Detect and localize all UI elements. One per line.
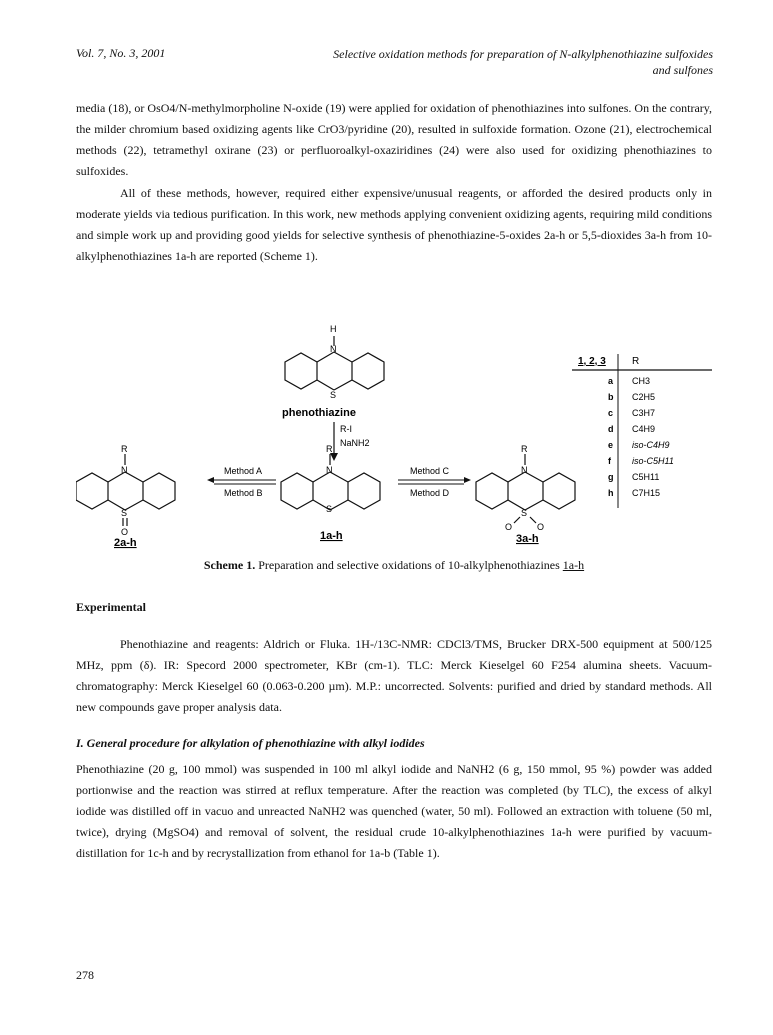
running-title-line2: and sulfones — [652, 63, 713, 77]
table-row-substituent: C2H5 — [632, 392, 656, 402]
compound-2-s-label: S — [121, 508, 128, 518]
method-c-label: Method C — [410, 466, 450, 476]
compound-1-label: 1a-h — [320, 530, 343, 542]
paragraph-materials: Phenothiazine and reagents: Aldrich or Fluka. 1H-/13C-NMR: CDCl3/TMS, Brucker DRX-500 equipment at 500/125 MHz, ppm (δ). IR: Specord 2000 spectrometer, KBr (cm-1). TLC: Merck Kieselgel 60 F254 alumina sheets. Vacuum-chromatography: Merck Kieselgel 60 (0.063-0.200 µm). M.P.: uncorrected. Solvents: purified and dried by standard methods. All new compounds gave proper analysis data. — [76, 637, 712, 714]
compound-2-o-label: O — [121, 527, 129, 537]
table-row-substituent: C3H7 — [632, 408, 656, 418]
phenothiazine-h-label: H — [330, 324, 337, 334]
compound-3-o-right-label: O — [537, 522, 545, 532]
compound-3-n-label: N — [521, 465, 528, 475]
scheme-caption — [76, 558, 712, 573]
compound-2-n-label: N — [121, 465, 128, 475]
table-row-id: f — [608, 456, 611, 466]
table-row-substituent: CH3 — [632, 376, 651, 386]
method-a-label: Method A — [224, 466, 263, 476]
scheme-caption-compound: 1a-h — [562, 558, 585, 572]
table-row-substituent: iso-C4H9 — [632, 440, 670, 450]
table-row-id: e — [608, 440, 614, 450]
table-row-id: g — [608, 472, 614, 482]
table-row-id: c — [608, 408, 614, 418]
table-row-substituent: C4H9 — [632, 424, 656, 434]
table-row-substituent: C7H15 — [632, 488, 661, 498]
table-row-id: b — [608, 392, 614, 402]
section-title-experimental: Experimental — [76, 600, 146, 614]
compound-3-s-label: S — [521, 508, 528, 518]
scheme-caption-text: Preparation and selective oxidations of 10-alkylphenothiazines — [258, 558, 563, 572]
substituent-table — [572, 354, 712, 508]
method-d-label: Method D — [410, 488, 450, 498]
table-row-id: a — [608, 376, 614, 386]
paragraph-oxidation-methods: media (18), or OsO4/N-methylmorpholine N-oxide (19) were applied for oxidation of phenothiazines into sulfones. On the contrary, the milder chromium based oxidizing agents like CrO3/pyridine (20), resulted in sulfoxide formation. Ozone (21), electrochemical methods (22), tetramethyl oxirane (23) or perfluoroalkyl-oxaziridines (24) were also used for oxidizing phenothiazines to sulfoxides. — [76, 101, 712, 178]
paragraph-this-work: All of these methods, however, required either expensive/unusual reagents, or afforded the desired products only in moderate yields via tedious purification. In this work, new methods applying convenient oxidizing agents, requiring mild conditions and simple work up and providing good yields for selective synthesis of phenothiazine-5-oxides 2a-h or 5,5-dioxides 3a-h from 10-alkylphenothiazines 1a-h are reported (Scheme 1). — [76, 186, 712, 263]
running-title-line1: Selective oxidation methods for preparation of N-alkylphenothiazine sulfoxides — [333, 47, 713, 61]
table-header-r: R — [632, 356, 640, 367]
phenothiazine-s-label: S — [330, 390, 337, 400]
scheme-1-diagram — [76, 312, 716, 562]
table-header-compounds: 1, 2, 3 — [578, 356, 606, 367]
compound-1-r-label: R — [326, 444, 333, 454]
table-row-id: h — [608, 488, 614, 498]
scheme-caption-label: Scheme 1. — [203, 558, 256, 572]
compound-1-s-label: S — [326, 504, 333, 514]
compound-1-structure — [281, 454, 380, 510]
compound-1-n-label: N — [326, 465, 333, 475]
reagent-sodium-amide: NaNH2 — [340, 438, 370, 448]
journal-issue: Vol. 7, No. 3, 2001 — [76, 46, 166, 60]
table-row-substituent: C5H11 — [632, 472, 660, 482]
table-row-id: d — [608, 424, 614, 434]
compound-3-label: 3a-h — [516, 533, 539, 545]
compound-3-o-left-label: O — [505, 522, 513, 532]
subsection-title-alkylation: I. General procedure for alkylation of phenothiazine with alkyl iodides — [76, 736, 425, 750]
method-b-label: Method B — [224, 488, 263, 498]
table-row-substituent: iso-C5H11 — [632, 456, 674, 466]
compound-2-r-label: R — [121, 444, 128, 454]
page-number: 278 — [76, 968, 94, 982]
paragraph-alkylation-procedure: Phenothiazine (20 g, 100 mmol) was suspended in 100 ml alkyl iodide and NaNH2 (6 g, 150 mmol, 95 %) powder was added portionwise and the reaction was stirred at reflux temperature. After the reaction was completed (by TLC), the excess of alkyl iodide was distilled off in vacuo and unreacted NaNH2 was quenched (water, 50 ml). Followed an extraction with toluene (50 ml, twice), drying (MgSO4) and removal of solvent, the residual crude 10-alkylphenothiazines 1a-h were purified by vacuum-distillation for 1c-h and by recrystallization from ethanol for 1a-b (Table 1). — [76, 762, 712, 860]
phenothiazine-label: phenothiazine — [282, 407, 356, 419]
reagent-alkyl-iodide: R-I — [340, 424, 352, 434]
phenothiazine-n-label: N — [330, 344, 337, 354]
compound-2-label: 2a-h — [114, 537, 137, 549]
compound-3-r-label: R — [521, 444, 528, 454]
running-title — [243, 46, 713, 78]
